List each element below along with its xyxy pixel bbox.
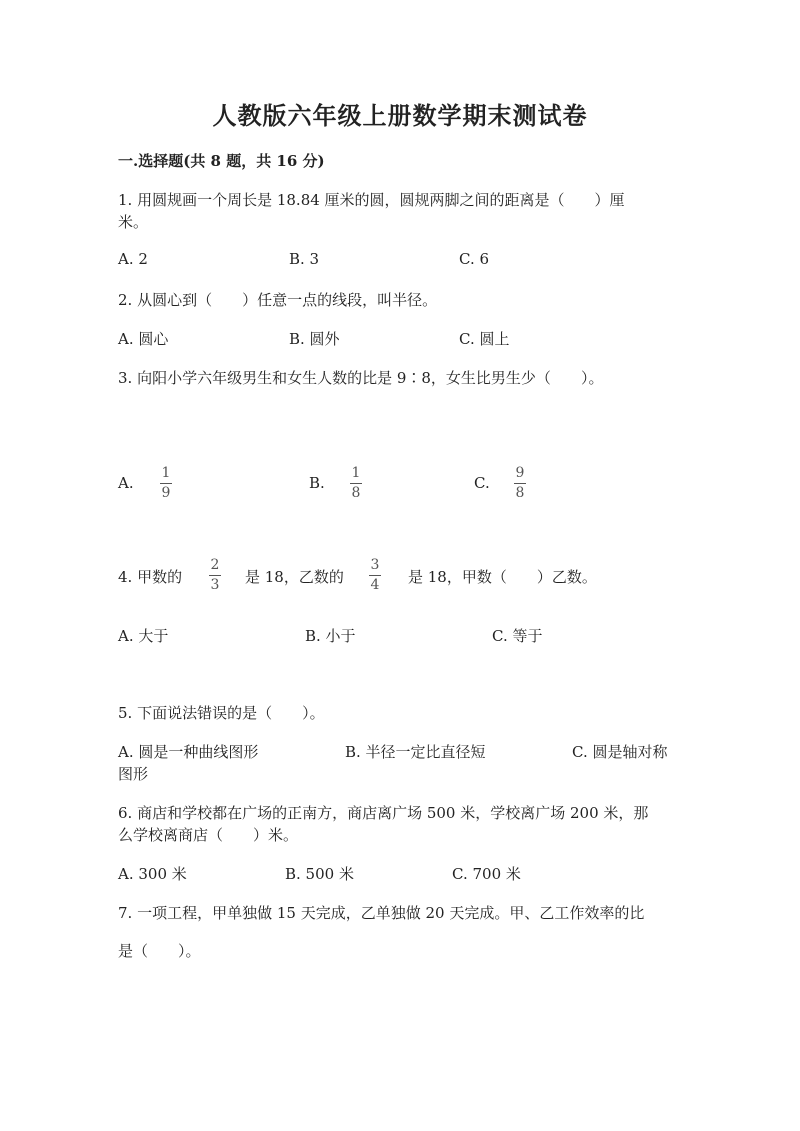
section-heading: 一.选择题(共 8 题，共 16 分) xyxy=(118,152,325,170)
question-7-text-line1: 7. 一项工程，甲单独做 15 天完成，乙单独做 20 天完成。甲、乙工作效率的比 xyxy=(118,904,645,922)
question-4-text-part2: 是 18，乙数的 xyxy=(245,568,344,586)
question-3-option-a-fraction xyxy=(160,466,172,501)
question-6-option-b: B. 500 米 xyxy=(285,865,354,883)
question-5-option-b: B. 半径一定比直径短 xyxy=(345,743,486,761)
fraction-denominator: 3 xyxy=(210,577,220,593)
fraction-numerator: 3 xyxy=(370,557,380,573)
question-3-option-c-fraction xyxy=(514,466,526,501)
question-4-option-c: C. 等于 xyxy=(492,627,543,645)
fraction-numerator: 1 xyxy=(161,465,171,481)
question-5-option-c: C. 圆是轴对称 xyxy=(572,743,668,761)
question-5-option-a: A. 圆是一种曲线图形 xyxy=(118,743,259,761)
fraction-bar xyxy=(514,483,526,484)
fraction-bar xyxy=(209,575,221,576)
fraction-bar xyxy=(160,483,172,484)
page-title: 人教版六年级上册数学期末测试卷 xyxy=(212,101,588,130)
question-3-option-c-label: C. xyxy=(474,474,490,492)
question-1-option-b: B. 3 xyxy=(289,250,320,268)
question-6-text-line1: 6. 商店和学校都在广场的正南方，商店离广场 500 米，学校离广场 200 米，那 xyxy=(118,804,649,822)
question-1-text-line2: 米。 xyxy=(118,213,149,231)
question-4-option-b: B. 小于 xyxy=(305,627,356,645)
question-5-text: 5. 下面说法错误的是（ ）。 xyxy=(118,704,325,722)
question-2-option-b: B. 圆外 xyxy=(289,330,340,348)
question-4-text-part3: 是 18，甲数（ ）乙数。 xyxy=(408,568,597,586)
fraction-denominator: 8 xyxy=(515,485,525,501)
fraction-numerator: 2 xyxy=(210,557,220,573)
question-2-option-c: C. 圆上 xyxy=(459,330,510,348)
fraction-bar xyxy=(369,575,381,576)
fraction-denominator: 4 xyxy=(370,577,380,593)
question-2-text: 2. 从圆心到（ ）任意一点的线段，叫半径。 xyxy=(118,291,438,309)
question-1-option-a: A. 2 xyxy=(118,250,148,268)
fraction-denominator: 8 xyxy=(351,485,361,501)
question-4-fraction-2 xyxy=(369,558,381,593)
question-3-option-a-label: A. xyxy=(118,474,134,492)
question-4-option-a: A. 大于 xyxy=(118,627,169,645)
question-6-option-c: C. 700 米 xyxy=(452,865,521,883)
question-1-text-line1: 1. 用圆规画一个周长是 18.84 厘米的圆，圆规两脚之间的距离是（ ）厘 xyxy=(118,191,625,209)
question-6-option-a: A. 300 米 xyxy=(118,865,187,883)
question-6-text-line2: 么学校离商店（ ）米。 xyxy=(118,826,299,844)
question-3-text: 3. 向阳小学六年级男生和女生人数的比是 9∶8，女生比男生少（ ）。 xyxy=(118,369,604,387)
fraction-numerator: 9 xyxy=(515,465,525,481)
question-7-text-line2: 是（ ）。 xyxy=(118,942,201,960)
fraction-numerator: 1 xyxy=(351,465,361,481)
question-1-option-c: C. 6 xyxy=(459,250,490,268)
question-3-option-b-fraction xyxy=(350,466,362,501)
fraction-denominator: 9 xyxy=(161,485,171,501)
question-4-text-part1: 4. 甲数的 xyxy=(118,568,183,586)
question-4-fraction-1 xyxy=(209,558,221,593)
question-5-option-c-wrap: 图形 xyxy=(118,765,149,783)
fraction-bar xyxy=(350,483,362,484)
question-3-option-b-label: B. xyxy=(309,474,325,492)
question-2-option-a: A. 圆心 xyxy=(118,330,169,348)
